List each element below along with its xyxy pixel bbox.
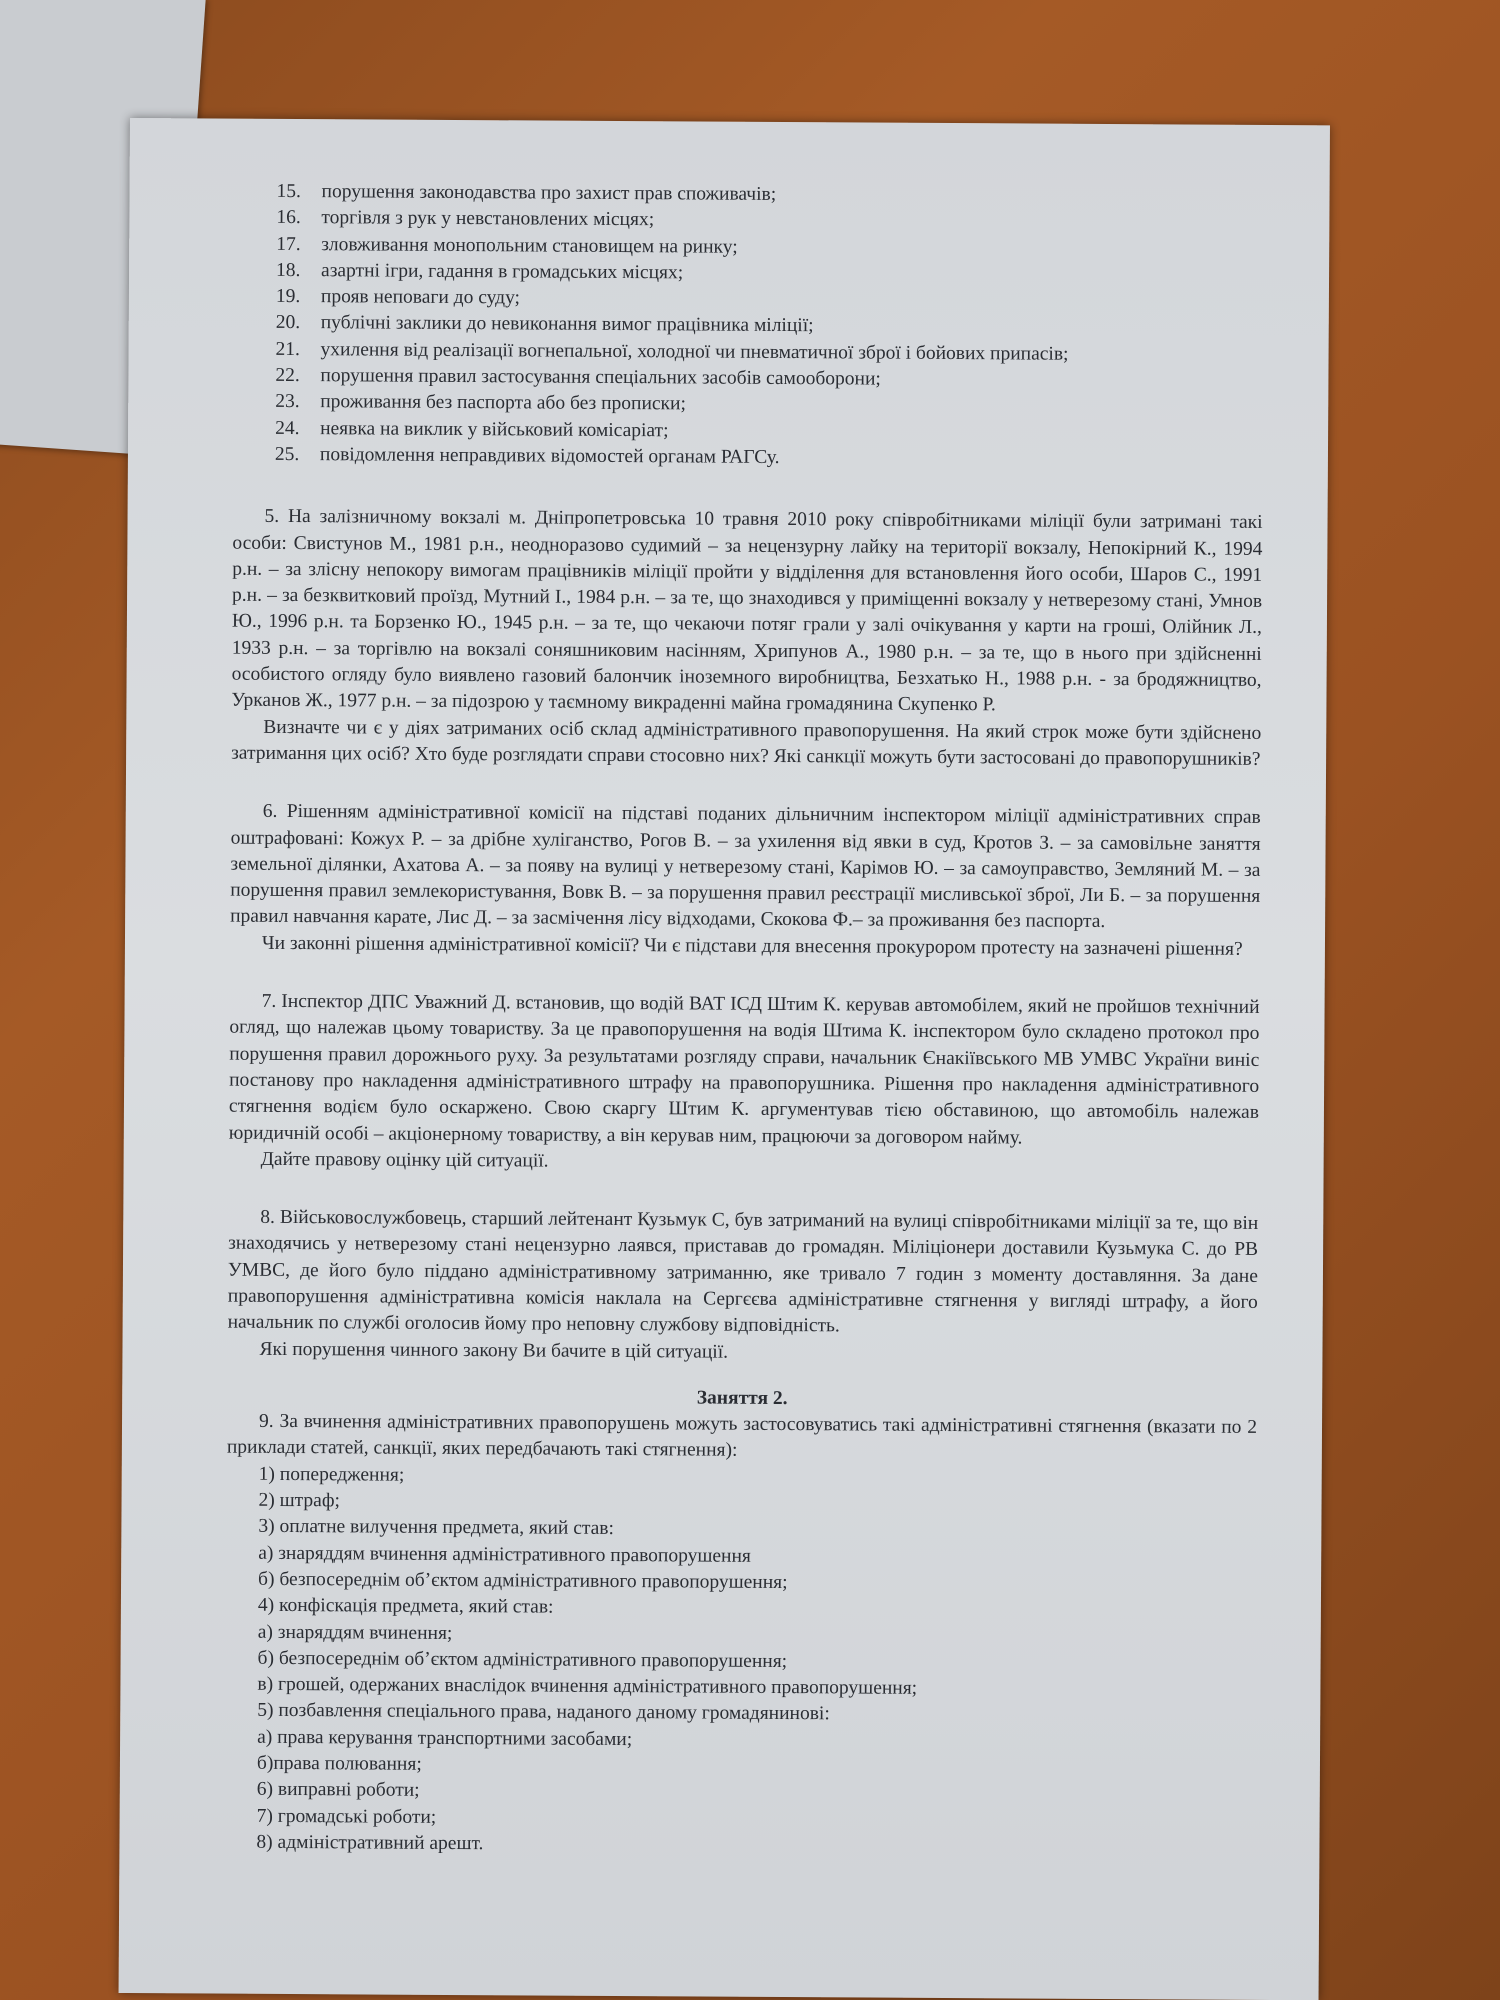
list-item: 23. проживання без паспорта або без прописки; xyxy=(275,391,686,415)
list-item: б)права полювання; xyxy=(256,1752,422,1775)
list-item: б) безпосереднім об’єктом адміністративного правопорушення; xyxy=(257,1647,788,1672)
list-item: 21. ухилення від реалізації вогнепальної, холодної чи пневматичної зброї і бойових припасів; xyxy=(275,338,1069,365)
task-8 xyxy=(227,1205,1258,1369)
list-item: 4) конфіскація предмета, який став: xyxy=(257,1595,554,1618)
list-item: 17. зловживання монопольним становищем на ринку; xyxy=(276,233,738,258)
list-item: 1) попередження; xyxy=(258,1463,405,1486)
list-item: 5) позбавлення спеціального права, наданого даному громадянинові: xyxy=(257,1700,830,1725)
list-item: 3) оплатне вилучення предмета, який став: xyxy=(258,1516,614,1540)
list-item: а) знаряддям вчинення; xyxy=(257,1621,453,1644)
task-6-body: 6. Рішенням адміністративної комісії на підставі поданих дільничним інспектором міліції адміністративних справ оштрафовані: Кожух Р. – за дрібне хуліганство, Рогов В. – за ухилення від явки в суд, Кротов З. – за самовільне заняття земельної ділянки, Ахатова А. – за появу на вулиці у нетверезому стані, Карімов Ю. – за самоуправство, Земляний М. – за порушення правил землекористування, Вовк В. – за порушення правил реєстрації мисливської зброї, Ли Б. – за порушення правил навчання карате, Лис Д. – за засмічення лісу відходами, Скокова Ф.– за проживання без паспорта. xyxy=(230,801,1261,933)
list-item: 8) адміністративний арешт. xyxy=(256,1831,484,1855)
task-8-body: 8. Військовослужбовець, старший лейтенант Кузьмук С, був затриманий на вулиці співробітниками міліції за те, що він знаходячись у нетверезому стані нецензурно лаявся, приставав до громадян. Міліціонери доставили Кузьмука С. до РВ УМВС, де його було піддано адміністративному затриманню, яке тривало 7 годин з моменту доставляння. За дане правопорушення адміністративна комісія наклала на Сергєєва адміністративне стягнення у вигляді штрафу, а його начальник по службі оголосив йому про неповну службову відповідність. xyxy=(227,1206,1259,1337)
list-item: 16. торгівля з рук у невстановлених місцях; xyxy=(276,207,655,231)
task-5-body: 5. На залізничному вокзалі м. Дніпропетровська 10 травня 2010 року співробітниками міліції були затримані такі особи: Свистунов М., 1981 р.н., неодноразово судимий – за нецензурну лайку на території вокзалу, Непокірний К., 1994 р.н. – за злісну непокору вимогам працівників міліції пройти у відділення для встановлення його особи, Шаров С., 1991 р.н. – за безквитковий проїзд, Мутний І., 1984 р.н. – за те, що знаходився у приміщенні вокзалу у нетверезому стані, Умнов Ю., 1996 р.н. та Борзенко Ю., 1945 р.н. – за те, що чекаючи потяг грали у залі очікування у карти на гроші, Олійник Л., 1933 р.н. – за торгівлю на вокзалі соняшниковим насінням, Хрипунов А., 1980 р.н. – за те, що в нього при здійсненні особистого огляду було виявлено газовий балончик іноземного виробництва, Безхатько Н., 1988 р.н. - за бродяжництво, Урканов Ж., 1977 р.н. – за підозрою у таємному викраденні майна громадянина Скупенко Р. xyxy=(231,506,1263,716)
list-item: 2) штраф; xyxy=(258,1489,340,1512)
task-5 xyxy=(231,504,1263,773)
list-item: 25. повідомлення неправдивих відомостей органам РАГСу. xyxy=(274,443,780,468)
document-content xyxy=(224,179,1264,1862)
section-title: Заняття 2. xyxy=(696,1387,788,1409)
task-7-body: 7. Інспектор ДПС Уважний Д. встановив, що водій ВАТ ІСД Штим К. керував автомобілем, який не пройшов технічний огляд, що належав цьому товариству. За це правопорушення на водія Штима К. інспектором було складено протокол про порушення правил дорожнього руху. За результатами розгляду справи, начальник Єнакіївського МВ УМВС України виніс постанову про накладення адміністративного штрафу на правопорушника. Рішення про накладення адміністративного стягнення водієм було оскаржено. Свою скаргу Штим К. аргументував тією обставиною, що автомобіль належав юридичній особі – акціонерному товариству, а він керував ним, працюючи за договором найму. xyxy=(228,990,1260,1148)
task-9 xyxy=(224,1409,1257,1862)
violations-list xyxy=(233,179,1265,475)
list-item: б) безпосереднім об’єктом адміністративного правопорушення; xyxy=(258,1568,788,1593)
task-6-question: Чи законні рішення адміністративної комісії? Чи є підстави для внесення прокурором протесту на зазначені рішення? xyxy=(261,932,1243,960)
task-9-body: 9. За вчинення адміністративних правопорушень можуть застосовуватись такі адміністративні стягнення (вказати по 2 приклади статей, санкції, яких передбачають такі стягнення): xyxy=(226,1410,1258,1462)
task-6 xyxy=(230,799,1261,963)
list-item: 19. прояв неповаги до суду; xyxy=(275,286,521,309)
task-5-question: Визначте чи є у діях затриманих осіб склад адміністративного правопорушення. На який строк може бути здійснено затримання цих осіб? Хто буде розглядати справи стосовно них? Які санкції можуть бути застосовані до правопорушників? xyxy=(231,716,1262,770)
list-item: 15. порушення законодавства про захист прав споживачів; xyxy=(276,180,777,205)
list-item: 7) громадські роботи; xyxy=(256,1805,437,1828)
task-7 xyxy=(229,989,1260,1179)
task-8-question: Які порушення чинного закону Ви бачите в цій ситуації. xyxy=(259,1338,729,1363)
list-item: 20. публічні заклики до невиконання вимог працівника міліції; xyxy=(275,312,814,337)
list-item: 24. неявка на виклик у військовий комісаріат; xyxy=(275,417,669,441)
list-item: 18. азартні ігри, гадання в громадських місцях; xyxy=(276,259,684,284)
task-7-question: Дайте правову оцінку цій ситуації. xyxy=(260,1148,549,1172)
list-item: 22. порушення правил застосування спеціальних засобів самооборони; xyxy=(275,364,881,390)
list-item: в) грошей, одержаних внаслідок вчинення адміністративного правопорушення; xyxy=(257,1673,918,1699)
list-item: 6) виправні роботи; xyxy=(256,1779,420,1802)
sanctions-list xyxy=(224,1461,1256,1862)
list-item: а) права керування транспортними засобами; xyxy=(257,1726,633,1750)
document-page xyxy=(119,118,1330,2000)
list-item: а) знаряддям вчинення адміністративного правопорушення xyxy=(258,1542,751,1567)
